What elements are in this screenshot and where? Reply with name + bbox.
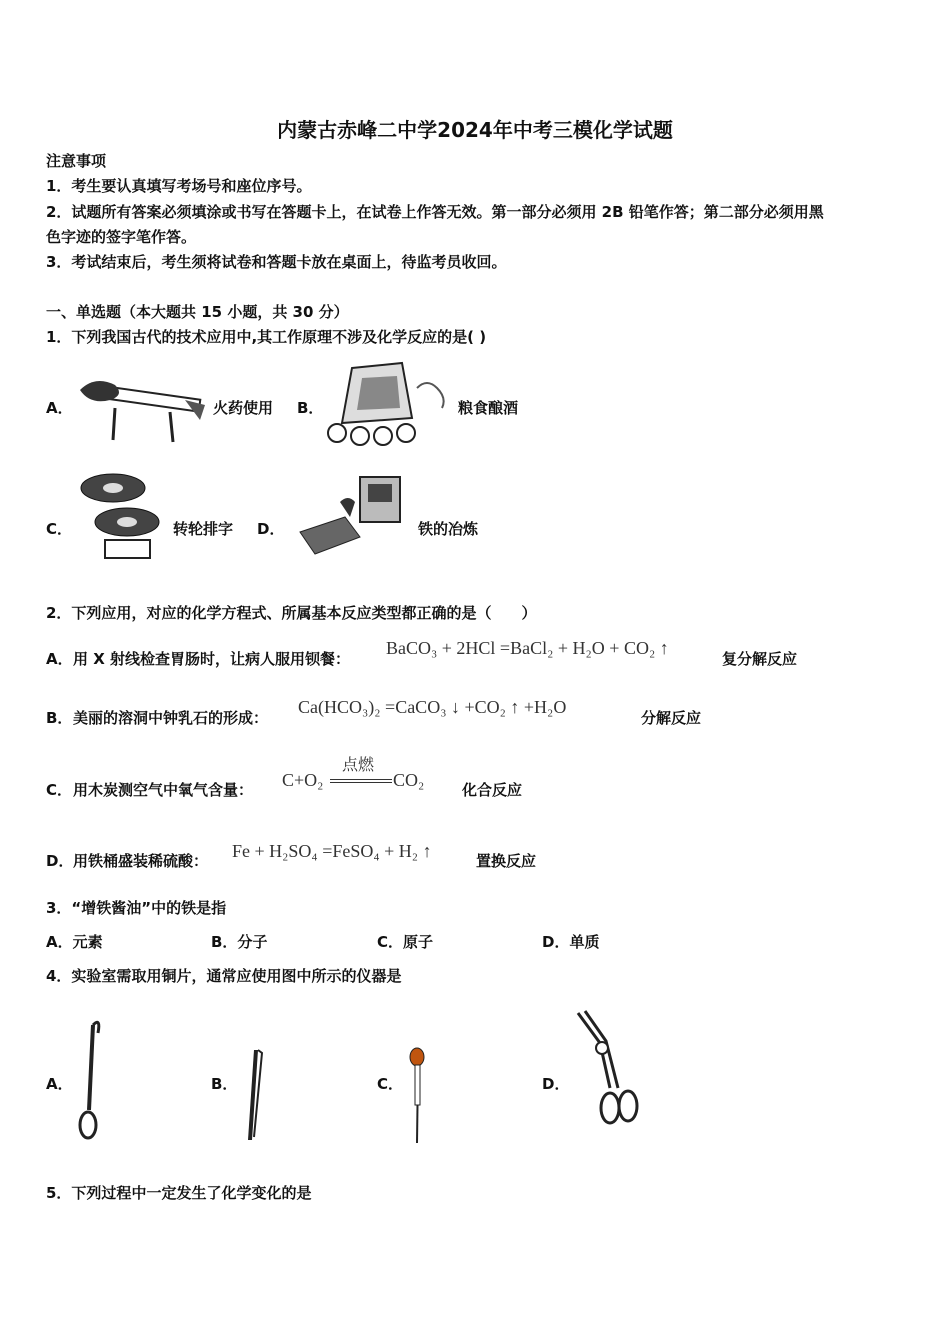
option: D．单质	[542, 933, 600, 951]
reaction-type: 分解反应	[641, 709, 702, 727]
reaction-type: 复分解反应	[722, 650, 798, 668]
option-text: 火药使用	[213, 399, 274, 417]
option-letter: A．	[46, 1075, 73, 1093]
chemical-equation: BaCO₃ + 2HCl =BaCl₂ + H₂O + CO₂ ↑	[386, 638, 669, 658]
option-letter: C．	[46, 520, 73, 538]
notice-item: 色字迹的签字笔作答。	[46, 228, 197, 246]
option-text: 用木炭测空气中氧气含量：	[73, 781, 254, 799]
chemical-equation: Fe + H₂SO₄ =FeSO₄ + H₂ ↑	[232, 841, 432, 861]
option-letter: B．	[211, 1075, 238, 1093]
notice-heading: 注意事项	[46, 152, 107, 170]
reaction-type: 化合反应	[462, 781, 523, 799]
question-3-stem: 3．“增铁酱油”中的铁是指	[46, 899, 227, 917]
question-1-stem: 1．下列我国古代的技术应用中,其工作原理不涉及化学反应的是( )	[46, 328, 487, 346]
option-letter: B．	[46, 709, 73, 727]
reaction-condition: 点燃	[342, 757, 375, 774]
option-text: 用 X 射线检查胃肠时，让病人服用钡餐：	[73, 650, 351, 668]
option-text: 转轮排字	[173, 520, 234, 538]
tweezers-image	[240, 1045, 270, 1145]
notice-item: 1．考生要认真填写考场号和座位序号。	[46, 177, 312, 195]
notice-item: 3．考试结束后，考生须将试卷和答题卡放在桌面上，待监考员收回。	[46, 253, 507, 271]
crucible-tongs-image	[570, 1008, 645, 1133]
gunpowder-rocket-image	[75, 370, 210, 450]
option-text: 美丽的溶洞中钟乳石的形成：	[73, 709, 269, 727]
dropper-image	[405, 1045, 430, 1145]
equals-sign	[330, 779, 392, 783]
reaction-type: 置换反应	[476, 852, 537, 870]
iron-smelting-image	[290, 472, 415, 560]
option-text: 铁的冶炼	[418, 520, 479, 538]
equation-products: CO₂	[393, 770, 425, 790]
section-heading: 一、单选题（本大题共 15 小题，共 30 分）	[46, 303, 349, 321]
option: B．分子	[211, 933, 268, 951]
option-text: 粮食酿酒	[458, 399, 519, 417]
chemical-equation: Ca(HCO₃)₂ =CaCO₃ ↓ +CO₂ ↑ +H₂O	[298, 697, 567, 717]
wine-brewing-image	[322, 358, 447, 453]
question-4-stem: 4．实验室需取用铜片，通常应使用图中所示的仪器是	[46, 967, 402, 985]
option-letter: D．	[46, 852, 74, 870]
option-letter: C．	[46, 781, 73, 799]
option: C．原子	[377, 933, 434, 951]
page-title: 内蒙古赤峰二中学2024年中考三模化学试题	[277, 118, 673, 142]
question-5-stem: 5．下列过程中一定发生了化学变化的是	[46, 1184, 312, 1202]
type-wheel-image	[75, 470, 165, 565]
option-letter: A．	[46, 650, 73, 668]
option-letter: D．	[257, 520, 285, 538]
option-text: 用铁桶盛装稀硫酸：	[73, 852, 209, 870]
option-letter: B．	[297, 399, 324, 417]
option-letter: D．	[542, 1075, 570, 1093]
option-letter: C．	[377, 1075, 404, 1093]
equation-reactants: C+O₂	[282, 770, 324, 790]
option: A．元素	[46, 933, 103, 951]
question-2-stem: 2．下列应用，对应的化学方程式、所属基本反应类型都正确的是（ ）	[46, 604, 537, 622]
option-letter: A．	[46, 399, 73, 417]
notice-item: 2．试题所有答案必须填涂或书写在答题卡上，在试卷上作答无效。第一部分必须用 2B 铅笔作答；第二部分必须用黑	[46, 203, 824, 221]
medicine-spoon-image	[75, 1015, 110, 1145]
